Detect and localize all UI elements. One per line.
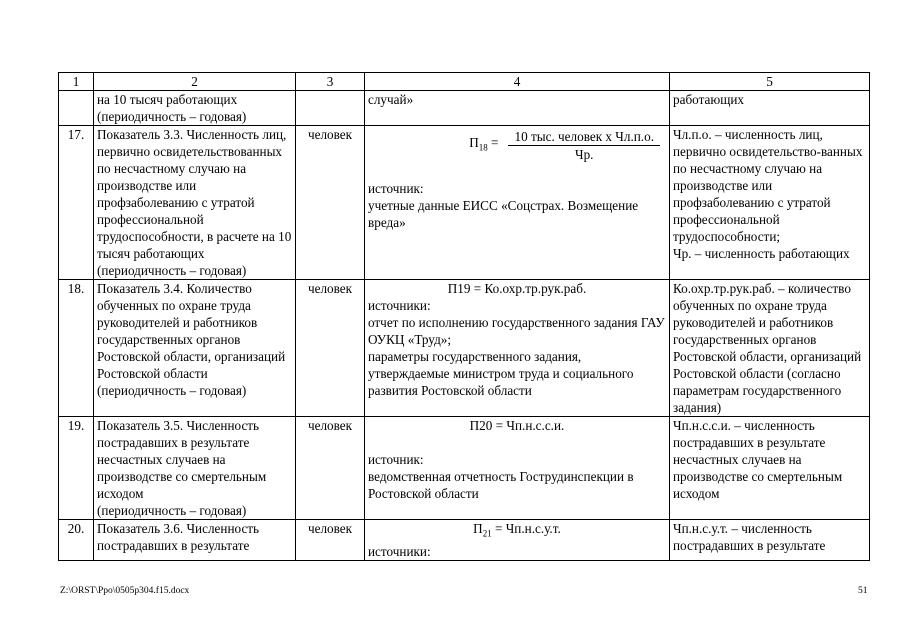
notes-cell: Чп.н.с.с.и. – численность пострадавших в результате несчастных случаев на производстве со смертельным исходом	[670, 417, 870, 520]
header-cell-5: 5	[670, 73, 870, 91]
method-source: источник: ведомственная отчетность Гострудинспекции в Ростовской области	[368, 452, 634, 501]
row-number	[59, 91, 94, 126]
table-row-17	[59, 126, 870, 280]
formula-denominator: Чр.	[575, 147, 594, 162]
notes-cell: Чп.н.с.у.т. – численность пострадавших в результате	[670, 520, 870, 561]
row-number: 20.	[59, 520, 94, 561]
header-cell-4: 4	[365, 73, 670, 91]
unit-cell: человек	[296, 417, 365, 520]
method-cell: случай»	[365, 91, 670, 126]
header-cell-3: 3	[296, 73, 365, 91]
unit-cell: человек	[296, 280, 365, 417]
method-source: источники: отчет по исполнению государственного задания ГАУ ОУКЦ «Труд»; параметры государственного задания, утверждаемые министром труда и социального развития Ростовской области	[368, 298, 665, 398]
indicators-table	[58, 72, 870, 561]
formula: П20 = Чп.н.с.с.и.	[469, 418, 565, 433]
formula-lhs: $П_{18}$ =	[469, 135, 499, 153]
indicator-cell: на 10 тысяч работающих (периодичность – годовая)	[94, 91, 296, 126]
row-number: 17.	[59, 126, 94, 280]
table-row-18	[59, 280, 870, 417]
notes-cell: Ко.охр.тр.рук.раб. – количество обученных по охране труда руководителей и работников государственных органов Ростовской области, организаций Ростовской области (согласно параметрам государственного задания)	[670, 280, 870, 417]
unit-cell: человек	[296, 520, 365, 561]
method-cell	[365, 126, 670, 280]
unit-cell	[296, 91, 365, 126]
formula: П19 = Ко.охр.тр.рук.раб.	[447, 281, 587, 296]
method-cell	[365, 417, 670, 520]
table-row-19	[59, 417, 870, 520]
formula: $П_{21} = Чп.н.с.у.т$.	[473, 521, 561, 539]
method-source: источник: учетные данные ЕИСС «Соцстрах. Возмещение вреда»	[368, 181, 639, 230]
formula-numerator: 10 тыс. человек х Чл.п.о.	[508, 128, 660, 146]
indicator-cell: Показатель 3.4. Количество обученных по охране труда руководителей и работников государственных органов Ростовской области, организаций Ростовской области (периодичность – годовая)	[94, 280, 296, 417]
footer-file-path: Z:\ORST\Ppo\0505p304.f15.docx	[60, 586, 190, 596]
notes-cell: работающих	[670, 91, 870, 126]
footer-page-number: 51	[858, 586, 868, 596]
indicator-cell: Показатель 3.5. Численность пострадавших в результате несчастных случаев на производстве со смертельным исходом (периодичность – годовая)	[94, 417, 296, 520]
method-cell	[365, 520, 670, 561]
method-cell	[365, 280, 670, 417]
notes-cell: Чл.п.о. – численность лиц, первично освидетельство-ванных по несчастному случаю на производстве или профзаболеванию с утратой профессиональной трудоспособности; Чр. – численность работающих	[670, 126, 870, 280]
header-cell-2: 2	[94, 73, 296, 91]
table-row-continuation	[59, 91, 870, 126]
unit-cell: человек	[296, 126, 365, 280]
header-cell-1: 1	[59, 73, 94, 91]
formula-fraction	[368, 128, 666, 163]
row-number: 18.	[59, 280, 94, 417]
indicator-cell: Показатель 3.6. Численность пострадавших в результате	[94, 520, 296, 561]
table-row-20	[59, 520, 870, 561]
method-source: источники:	[368, 543, 431, 559]
indicator-cell: Показатель 3.3. Численность лиц, первично освидетельствованных по несчастному случаю на производстве или профзаболеванию с утратой профессиональной трудоспособности, в расчете на 10 тысяч работающих (периодичность – годовая)	[94, 126, 296, 280]
row-number: 19.	[59, 417, 94, 520]
header-row	[59, 73, 870, 91]
